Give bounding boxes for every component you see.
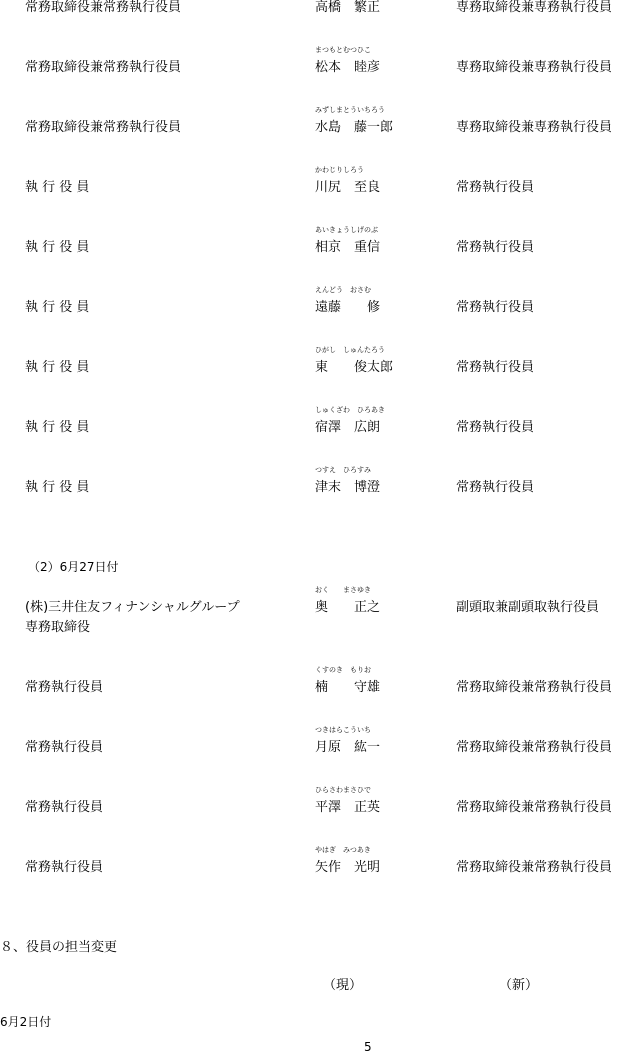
furigana: くすのき もりお [315, 666, 371, 674]
furigana: おく まさゆき [315, 586, 371, 594]
name: 松本 睦彦 [315, 60, 381, 75]
furigana: まつもとむつひこ [315, 46, 371, 54]
new-title: 常務執行役員 [456, 480, 535, 495]
new-title: 副頭取兼副頭取執行役員 [456, 600, 600, 615]
furigana: やはぎ みつあき [315, 846, 371, 854]
furigana: みずしまとういちろう [315, 106, 385, 114]
name: 水島 藤一郎 [315, 120, 394, 135]
name: 楠 守雄 [315, 680, 381, 695]
section2-heading: （2）6月27日付 [28, 560, 119, 574]
furigana: つきはらこういち [315, 726, 371, 734]
column-header-current: （現） [323, 978, 363, 993]
new-title: 常務取締役兼常務執行役員 [456, 680, 613, 695]
name: 川尻 至良 [315, 180, 381, 195]
section8-heading: ８、役員の担当変更 [0, 940, 118, 955]
new-title: 専務取締役兼専務執行役員 [456, 120, 613, 135]
name: 相京 重信 [315, 240, 381, 255]
furigana: しゅくざわ ひろあき [315, 406, 385, 414]
furigana: つすえ ひろすみ [315, 466, 371, 474]
new-title: 常務執行役員 [456, 240, 535, 255]
new-title: 常務執行役員 [456, 360, 535, 375]
current-title: 常務執行役員 [25, 740, 104, 755]
name: 月原 紘一 [315, 740, 381, 755]
current-title: 常務取締役兼常務執行役員 [25, 120, 182, 135]
current-title: 執 行 役 員 [25, 420, 90, 435]
name: 東 俊太郎 [315, 360, 394, 375]
furigana: あいきょうしげのぶ [315, 226, 378, 234]
furigana: ひらさわまさひで [315, 786, 371, 794]
current-title: 常務取締役兼常務執行役員 [25, 60, 182, 75]
name: 平澤 正英 [315, 800, 381, 815]
column-header-new: （新） [499, 978, 539, 993]
page-number: 5 [364, 1040, 372, 1054]
name: 宿澤 広朗 [315, 420, 381, 435]
name: 高橋 繁正 [315, 0, 381, 15]
current-title: 執 行 役 員 [25, 480, 90, 495]
new-title: 常務取締役兼常務執行役員 [456, 800, 613, 815]
current-title: 常務執行役員 [25, 800, 104, 815]
new-title: 常務取締役兼常務執行役員 [456, 860, 613, 875]
name: 津末 博澄 [315, 480, 381, 495]
current-title: 執 行 役 員 [25, 240, 90, 255]
name: 遠藤 修 [315, 300, 381, 315]
furigana: かわじりしろう [315, 166, 364, 174]
furigana: ひがし しゅんたろう [315, 346, 385, 354]
name: 矢作 光明 [315, 860, 381, 875]
name: 奥 正之 [315, 600, 381, 615]
new-title: 専務取締役兼専務執行役員 [456, 60, 613, 75]
section8-date: 6月2日付 [0, 1015, 52, 1029]
new-title: 常務執行役員 [456, 300, 535, 315]
new-title: 常務取締役兼常務執行役員 [456, 740, 613, 755]
new-title: 常務執行役員 [456, 420, 535, 435]
current-title: 執 行 役 員 [25, 360, 90, 375]
current-title-line2: 専務取締役 [25, 620, 91, 635]
current-title: 常務執行役員 [25, 860, 104, 875]
current-title: 執 行 役 員 [25, 300, 90, 315]
current-title: 常務執行役員 [25, 680, 104, 695]
new-title: 専務取締役兼専務執行役員 [456, 0, 613, 15]
new-title: 常務執行役員 [456, 180, 535, 195]
current-title: 常務取締役兼常務執行役員 [25, 0, 182, 15]
current-title: 執 行 役 員 [25, 180, 90, 195]
furigana: えんどう おさむ [315, 286, 371, 294]
current-title-line1: (株)三井住友フィナンシャルグループ [25, 600, 240, 615]
